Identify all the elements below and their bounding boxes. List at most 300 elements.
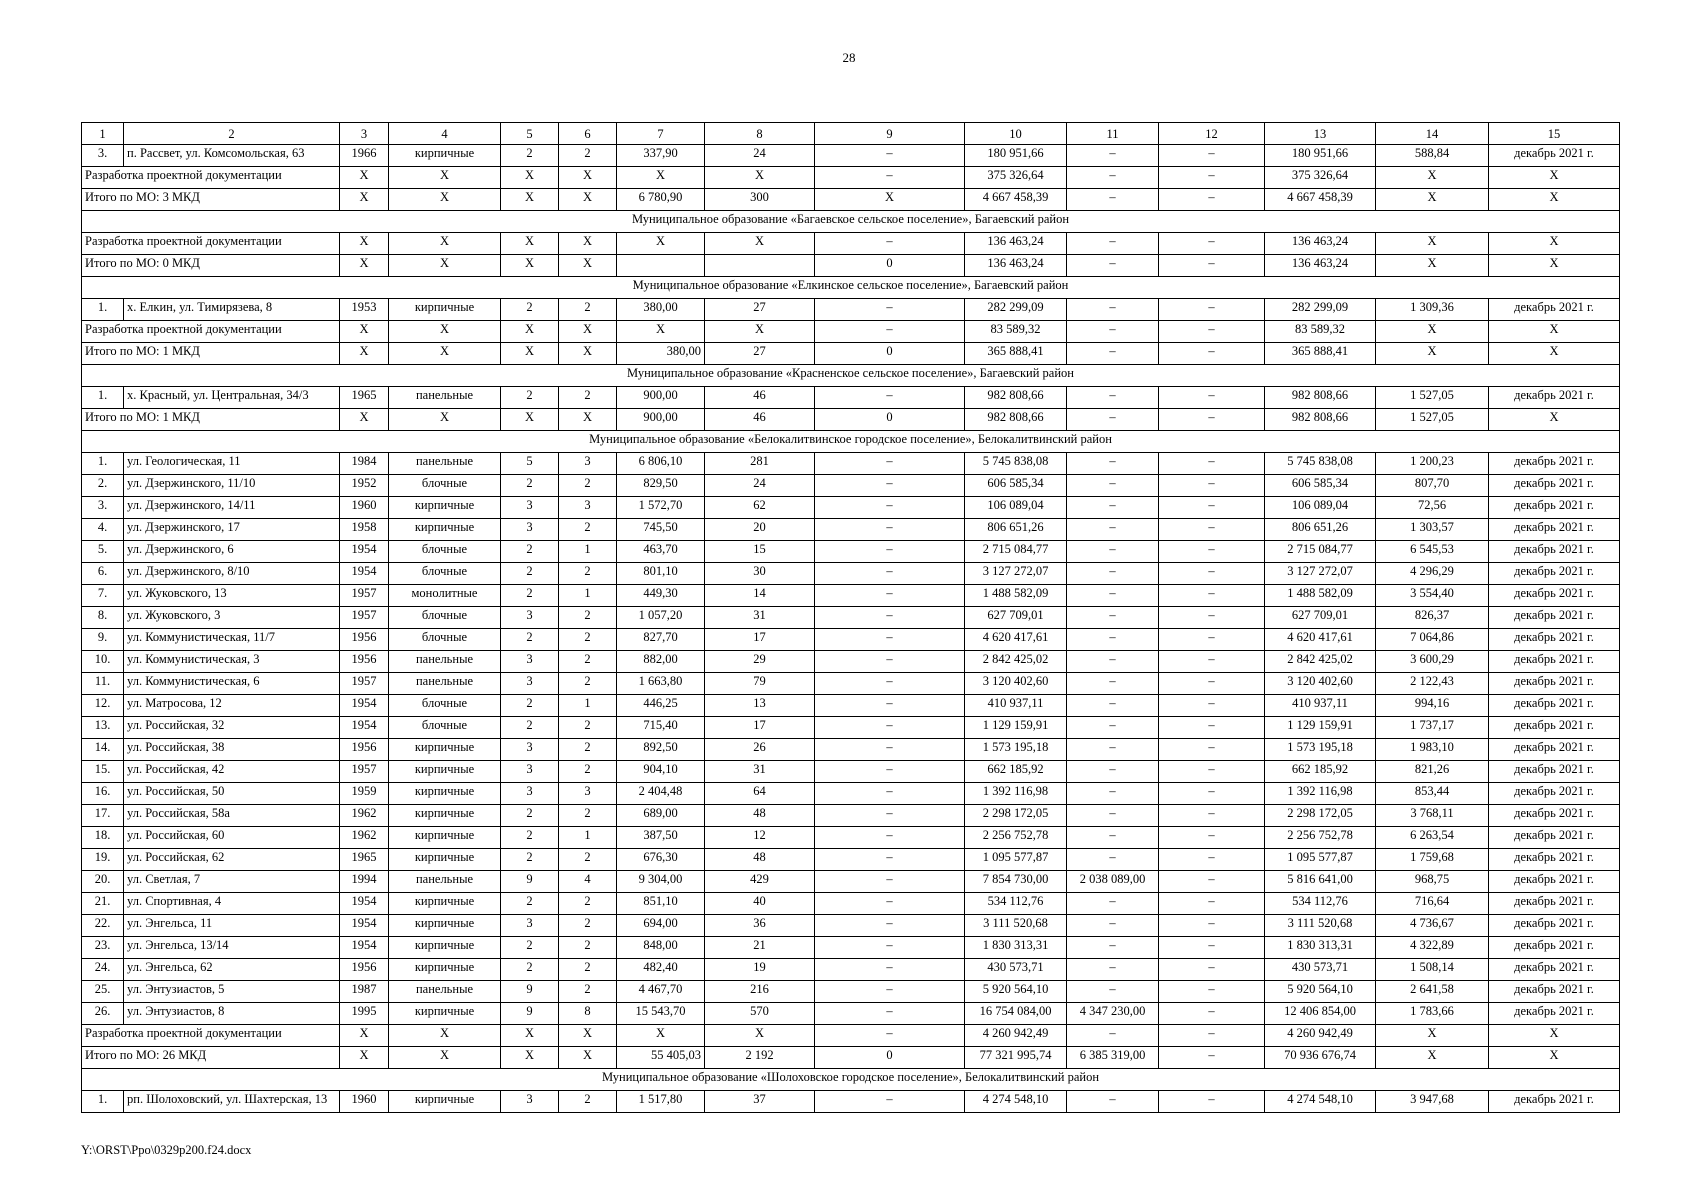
- table-cell: –: [815, 1091, 965, 1113]
- table-row: [82, 541, 1620, 563]
- table-cell: 715,40: [617, 717, 705, 739]
- table-cell: 482,40: [617, 959, 705, 981]
- table-cell: 1 129 159,91: [1265, 717, 1376, 739]
- table-cell: 1 783,66: [1376, 1003, 1489, 1025]
- table-cell: X: [340, 321, 389, 343]
- table-cell: 387,50: [617, 827, 705, 849]
- table-row: [82, 849, 1620, 871]
- table-cell: 1 200,23: [1376, 453, 1489, 475]
- table-cell: X: [559, 167, 617, 189]
- table-cell: 1959: [340, 783, 389, 805]
- table-cell: 4 296,29: [1376, 563, 1489, 585]
- table-cell: –: [1159, 585, 1265, 607]
- table-cell: X: [1376, 167, 1489, 189]
- table-cell: монолитные: [389, 585, 501, 607]
- table-cell: 0: [815, 343, 965, 365]
- table-cell: 20: [705, 519, 815, 541]
- address-cell: ул. Геологическая, 11: [124, 453, 340, 475]
- table-row: [82, 1091, 1620, 1113]
- table-cell: –: [1159, 321, 1265, 343]
- address-cell: ул. Дзержинского, 6: [124, 541, 340, 563]
- table-cell: –: [1159, 981, 1265, 1003]
- table-cell: 15: [705, 541, 815, 563]
- table-cell: 2: [559, 651, 617, 673]
- table-cell: декабрь 2021 г.: [1489, 739, 1620, 761]
- table-cell: 694,00: [617, 915, 705, 937]
- table-cell: 3 600,29: [1376, 651, 1489, 673]
- table-cell: –: [1067, 959, 1159, 981]
- table-cell: 3: [501, 1091, 559, 1113]
- table-row: [82, 519, 1620, 541]
- table-cell: 2 404,48: [617, 783, 705, 805]
- table-cell: 430 573,71: [965, 959, 1067, 981]
- table-cell: 2: [501, 585, 559, 607]
- summary-row: [82, 255, 1620, 277]
- table-cell: –: [1159, 453, 1265, 475]
- column-number-cell: 11: [1067, 123, 1159, 145]
- table-cell: X: [1489, 1025, 1620, 1047]
- table-cell: 2: [501, 475, 559, 497]
- table-cell: кирпичные: [389, 893, 501, 915]
- table-cell: –: [815, 453, 965, 475]
- table-cell: 1 392 116,98: [965, 783, 1067, 805]
- table-cell: X: [1489, 167, 1620, 189]
- table-cell: 1 095 577,87: [1265, 849, 1376, 871]
- table-cell: 1 392 116,98: [1265, 783, 1376, 805]
- address-cell: ул. Спортивная, 4: [124, 893, 340, 915]
- table-cell: X: [559, 233, 617, 255]
- municipality-section-row: [82, 431, 1620, 453]
- address-cell: ул. Энтузиастов, 8: [124, 1003, 340, 1025]
- table-cell: 72,56: [1376, 497, 1489, 519]
- table-cell: –: [815, 827, 965, 849]
- table-cell: 570: [705, 1003, 815, 1025]
- table-cell: –: [1067, 805, 1159, 827]
- table-cell: декабрь 2021 г.: [1489, 651, 1620, 673]
- table-cell: кирпичные: [389, 849, 501, 871]
- table-cell: X: [705, 1025, 815, 1047]
- table-cell: X: [617, 167, 705, 189]
- table-cell: 606 585,34: [965, 475, 1067, 497]
- column-number-cell: 6: [559, 123, 617, 145]
- table-cell: 375 326,64: [1265, 167, 1376, 189]
- table-cell: 1 830 313,31: [1265, 937, 1376, 959]
- summary-row: [82, 233, 1620, 255]
- table-cell: –: [1159, 871, 1265, 893]
- table-cell: кирпичные: [389, 761, 501, 783]
- address-cell: ул. Российская, 60: [124, 827, 340, 849]
- table-cell: 3: [501, 915, 559, 937]
- table-cell: декабрь 2021 г.: [1489, 761, 1620, 783]
- municipality-title: Муниципальное образование «Елкинское сельское поселение», Багаевский район: [82, 277, 1620, 299]
- table-cell: 446,25: [617, 695, 705, 717]
- table-cell: декабрь 2021 г.: [1489, 673, 1620, 695]
- table-cell: декабрь 2021 г.: [1489, 783, 1620, 805]
- table-cell: 48: [705, 805, 815, 827]
- table-cell: 6 545,53: [1376, 541, 1489, 563]
- table-cell: 24: [705, 475, 815, 497]
- table-cell: X: [501, 233, 559, 255]
- municipality-title: Муниципальное образование «Белокалитвинское городское поселение», Белокалитвинский район: [82, 431, 1620, 453]
- table-cell: 1 830 313,31: [965, 937, 1067, 959]
- table-cell: 1 129 159,91: [965, 717, 1067, 739]
- table-cell: 29: [705, 651, 815, 673]
- table-cell: –: [1159, 255, 1265, 277]
- table-cell: 2: [559, 1091, 617, 1113]
- table-cell: –: [1067, 321, 1159, 343]
- table-cell: 2: [559, 893, 617, 915]
- table-row: [82, 475, 1620, 497]
- table-cell: 70 936 676,74: [1265, 1047, 1376, 1069]
- table-row: [82, 871, 1620, 893]
- table-cell: декабрь 2021 г.: [1489, 981, 1620, 1003]
- table-cell: X: [1489, 255, 1620, 277]
- table-cell: –: [1067, 255, 1159, 277]
- row-number-cell: 1.: [82, 299, 124, 321]
- table-cell: 1957: [340, 761, 389, 783]
- table-cell: 534 112,76: [1265, 893, 1376, 915]
- table-cell: 1954: [340, 695, 389, 717]
- table-cell: 430 573,71: [1265, 959, 1376, 981]
- table-cell: 1 309,36: [1376, 299, 1489, 321]
- table-cell: –: [1067, 299, 1159, 321]
- table-cell: 3: [501, 497, 559, 519]
- table-cell: 1956: [340, 629, 389, 651]
- table-cell: –: [815, 783, 965, 805]
- table-cell: 1962: [340, 805, 389, 827]
- table-cell: X: [501, 409, 559, 431]
- table-cell: –: [1159, 189, 1265, 211]
- table-row: [82, 981, 1620, 1003]
- table-cell: 676,30: [617, 849, 705, 871]
- table-cell: 37: [705, 1091, 815, 1113]
- table-cell: 994,16: [1376, 695, 1489, 717]
- address-cell: ул. Энгельса, 13/14: [124, 937, 340, 959]
- table-cell: 3: [559, 453, 617, 475]
- table-cell: 1 737,17: [1376, 717, 1489, 739]
- table-cell: X: [1376, 255, 1489, 277]
- table-cell: 1 517,80: [617, 1091, 705, 1113]
- table-cell: 745,50: [617, 519, 705, 541]
- table-cell: кирпичные: [389, 497, 501, 519]
- table-cell: –: [815, 387, 965, 409]
- table-cell: блочные: [389, 717, 501, 739]
- table-cell: декабрь 2021 г.: [1489, 585, 1620, 607]
- table-cell: 5 816 641,00: [1265, 871, 1376, 893]
- table-cell: 2: [559, 629, 617, 651]
- table-cell: декабрь 2021 г.: [1489, 541, 1620, 563]
- address-cell: ул. Энтузиастов, 5: [124, 981, 340, 1003]
- table-cell: 1956: [340, 959, 389, 981]
- table-cell: –: [1159, 387, 1265, 409]
- table-cell: 2 715 084,77: [1265, 541, 1376, 563]
- table-cell: –: [1067, 893, 1159, 915]
- table-cell: 1 663,80: [617, 673, 705, 695]
- row-number-cell: 13.: [82, 717, 124, 739]
- table-cell: –: [815, 893, 965, 915]
- table-cell: –: [1159, 673, 1265, 695]
- table-cell: –: [1159, 959, 1265, 981]
- table-cell: –: [1067, 673, 1159, 695]
- table-cell: декабрь 2021 г.: [1489, 849, 1620, 871]
- table-cell: декабрь 2021 г.: [1489, 1003, 1620, 1025]
- table-cell: –: [815, 321, 965, 343]
- table-cell: –: [1067, 937, 1159, 959]
- column-number-cell: 1: [82, 123, 124, 145]
- table-cell: –: [815, 849, 965, 871]
- table-cell: 16 754 084,00: [965, 1003, 1067, 1025]
- table-cell: 1958: [340, 519, 389, 541]
- table-cell: 4 620 417,61: [1265, 629, 1376, 651]
- table-cell: 606 585,34: [1265, 475, 1376, 497]
- table-cell: X: [340, 167, 389, 189]
- row-number-cell: 24.: [82, 959, 124, 981]
- table-cell: –: [1067, 497, 1159, 519]
- table-cell: –: [1067, 585, 1159, 607]
- table-cell: 15 543,70: [617, 1003, 705, 1025]
- address-cell: ул. Дзержинского, 8/10: [124, 563, 340, 585]
- table-cell: 0: [815, 255, 965, 277]
- table-cell: декабрь 2021 г.: [1489, 871, 1620, 893]
- table-cell: –: [815, 167, 965, 189]
- table-cell: 9: [501, 981, 559, 1003]
- table-cell: –: [1159, 475, 1265, 497]
- table-cell: 1966: [340, 145, 389, 167]
- table-cell: –: [1159, 1003, 1265, 1025]
- table-row: [82, 607, 1620, 629]
- table-cell: 1: [559, 827, 617, 849]
- table-cell: X: [705, 233, 815, 255]
- table-cell: кирпичные: [389, 299, 501, 321]
- table-cell: 5: [501, 453, 559, 475]
- table-cell: –: [1067, 651, 1159, 673]
- table-cell: –: [1067, 1091, 1159, 1113]
- table-cell: X: [1376, 233, 1489, 255]
- table-cell: 40: [705, 893, 815, 915]
- table-cell: 588,84: [1376, 145, 1489, 167]
- table-cell: –: [1159, 167, 1265, 189]
- table-cell: –: [1067, 1025, 1159, 1047]
- table-cell: кирпичные: [389, 827, 501, 849]
- address-cell: рп. Шолоховский, ул. Шахтерская, 13: [124, 1091, 340, 1113]
- table-cell: панельные: [389, 651, 501, 673]
- table-cell: –: [1067, 475, 1159, 497]
- table-cell: –: [815, 541, 965, 563]
- table-cell: 2 038 089,00: [1067, 871, 1159, 893]
- table-cell: 2 298 172,05: [965, 805, 1067, 827]
- table-cell: X: [389, 343, 501, 365]
- table-cell: 2: [501, 959, 559, 981]
- table-cell: 48: [705, 849, 815, 871]
- column-number-cell: 4: [389, 123, 501, 145]
- table-cell: панельные: [389, 673, 501, 695]
- table-cell: декабрь 2021 г.: [1489, 717, 1620, 739]
- table-cell: 1 488 582,09: [965, 585, 1067, 607]
- table-cell: 3 111 520,68: [965, 915, 1067, 937]
- table-cell: 410 937,11: [1265, 695, 1376, 717]
- table-cell: 1 572,70: [617, 497, 705, 519]
- address-cell: ул. Жуковского, 3: [124, 607, 340, 629]
- table-cell: 1957: [340, 607, 389, 629]
- table-cell: 1956: [340, 739, 389, 761]
- table-cell: 1962: [340, 827, 389, 849]
- table-cell: 882,00: [617, 651, 705, 673]
- municipality-section-row: [82, 211, 1620, 233]
- file-path-footer: Y:\ORST\Ppo\0329p200.f24.docx: [81, 1143, 252, 1157]
- table-cell: кирпичные: [389, 519, 501, 541]
- table-cell: 1965: [340, 387, 389, 409]
- table-cell: X: [340, 233, 389, 255]
- table-cell: 281: [705, 453, 815, 475]
- table-cell: декабрь 2021 г.: [1489, 519, 1620, 541]
- address-cell: ул. Российская, 58а: [124, 805, 340, 827]
- column-number-cell: 3: [340, 123, 389, 145]
- table-cell: 534 112,76: [965, 893, 1067, 915]
- table-cell: X: [1489, 321, 1620, 343]
- table-cell: 1 573 195,18: [1265, 739, 1376, 761]
- table-cell: –: [1159, 805, 1265, 827]
- table-cell: –: [815, 739, 965, 761]
- table-cell: 826,37: [1376, 607, 1489, 629]
- table-cell: 853,44: [1376, 783, 1489, 805]
- table-row: [82, 739, 1620, 761]
- row-number-cell: 1.: [82, 453, 124, 475]
- table-row: [82, 695, 1620, 717]
- table-cell: 6 385 319,00: [1067, 1047, 1159, 1069]
- table-cell: 1960: [340, 497, 389, 519]
- table-cell: [617, 255, 705, 277]
- table-cell: 106 089,04: [1265, 497, 1376, 519]
- table-cell: панельные: [389, 871, 501, 893]
- table-cell: X: [1489, 233, 1620, 255]
- table-cell: –: [815, 145, 965, 167]
- table-row: [82, 805, 1620, 827]
- table-cell: 662 185,92: [965, 761, 1067, 783]
- summary-label: Разработка проектной документации: [82, 233, 340, 255]
- table-cell: 1 303,57: [1376, 519, 1489, 541]
- table-cell: 1 095 577,87: [965, 849, 1067, 871]
- address-cell: х. Елкин, ул. Тимирязева, 8: [124, 299, 340, 321]
- table-cell: 2: [501, 827, 559, 849]
- table-cell: 689,00: [617, 805, 705, 827]
- table-cell: 1 057,20: [617, 607, 705, 629]
- table-cell: 19: [705, 959, 815, 981]
- table-cell: декабрь 2021 г.: [1489, 959, 1620, 981]
- table-cell: X: [1376, 1047, 1489, 1069]
- table-cell: –: [1159, 497, 1265, 519]
- table-cell: –: [815, 497, 965, 519]
- row-number-cell: 18.: [82, 827, 124, 849]
- table-cell: 821,26: [1376, 761, 1489, 783]
- table-cell: 0: [815, 1047, 965, 1069]
- table-cell: 851,10: [617, 893, 705, 915]
- table-cell: 2: [559, 673, 617, 695]
- table-cell: 1965: [340, 849, 389, 871]
- table-cell: 3 554,40: [1376, 585, 1489, 607]
- table-cell: X: [389, 167, 501, 189]
- row-number-cell: 1.: [82, 1091, 124, 1113]
- table-cell: 3: [501, 651, 559, 673]
- table-cell: X: [340, 409, 389, 431]
- address-cell: ул. Российская, 62: [124, 849, 340, 871]
- row-number-cell: 5.: [82, 541, 124, 563]
- table-cell: 7 854 730,00: [965, 871, 1067, 893]
- table-cell: –: [1159, 145, 1265, 167]
- table-cell: декабрь 2021 г.: [1489, 607, 1620, 629]
- table-cell: 12 406 854,00: [1265, 1003, 1376, 1025]
- table-cell: 0: [815, 409, 965, 431]
- table-cell: 2 192: [705, 1047, 815, 1069]
- address-cell: ул. Энгельса, 11: [124, 915, 340, 937]
- table-cell: 1954: [340, 937, 389, 959]
- table-cell: 806 651,26: [1265, 519, 1376, 541]
- table-cell: –: [1067, 783, 1159, 805]
- row-number-cell: 26.: [82, 1003, 124, 1025]
- row-number-cell: 7.: [82, 585, 124, 607]
- table-cell: –: [815, 937, 965, 959]
- row-number-cell: 14.: [82, 739, 124, 761]
- table-cell: X: [705, 321, 815, 343]
- table-cell: 3 111 520,68: [1265, 915, 1376, 937]
- table-cell: –: [815, 585, 965, 607]
- table-cell: 9: [501, 1003, 559, 1025]
- table-cell: –: [1159, 629, 1265, 651]
- table-cell: 2: [559, 915, 617, 937]
- table-cell: –: [1159, 849, 1265, 871]
- column-number-cell: 15: [1489, 123, 1620, 145]
- table-cell: X: [559, 255, 617, 277]
- table-cell: –: [1159, 1091, 1265, 1113]
- table-cell: 27: [705, 343, 815, 365]
- row-number-cell: 2.: [82, 475, 124, 497]
- table-cell: –: [815, 519, 965, 541]
- table-cell: 282 299,09: [965, 299, 1067, 321]
- table-cell: –: [1159, 409, 1265, 431]
- table-cell: –: [1159, 739, 1265, 761]
- table-cell: 4 274 548,10: [965, 1091, 1067, 1113]
- table-cell: 3 768,11: [1376, 805, 1489, 827]
- table-cell: X: [501, 167, 559, 189]
- table-cell: 3: [501, 783, 559, 805]
- table-cell: 892,50: [617, 739, 705, 761]
- table-cell: –: [1067, 387, 1159, 409]
- table-cell: –: [1159, 717, 1265, 739]
- table-cell: декабрь 2021 г.: [1489, 497, 1620, 519]
- row-number-cell: 19.: [82, 849, 124, 871]
- table-cell: 365 888,41: [965, 343, 1067, 365]
- address-cell: ул. Коммунистическая, 3: [124, 651, 340, 673]
- table-cell: –: [1067, 167, 1159, 189]
- table-cell: 2: [559, 717, 617, 739]
- table-cell: 2 256 752,78: [1265, 827, 1376, 849]
- table-cell: –: [815, 607, 965, 629]
- table-cell: 2: [501, 629, 559, 651]
- table-cell: 136 463,24: [1265, 255, 1376, 277]
- table-cell: –: [1159, 343, 1265, 365]
- table-cell: 4 274 548,10: [1265, 1091, 1376, 1113]
- table-cell: 4 347 230,00: [1067, 1003, 1159, 1025]
- table-cell: 806 651,26: [965, 519, 1067, 541]
- table-cell: декабрь 2021 г.: [1489, 805, 1620, 827]
- table-cell: X: [389, 1025, 501, 1047]
- table-cell: 982 808,66: [965, 409, 1067, 431]
- table-row: [82, 783, 1620, 805]
- table-cell: 9: [501, 871, 559, 893]
- table-cell: блочные: [389, 475, 501, 497]
- table-cell: 17: [705, 717, 815, 739]
- table-cell: 2: [559, 145, 617, 167]
- table-cell: 180 951,66: [1265, 145, 1376, 167]
